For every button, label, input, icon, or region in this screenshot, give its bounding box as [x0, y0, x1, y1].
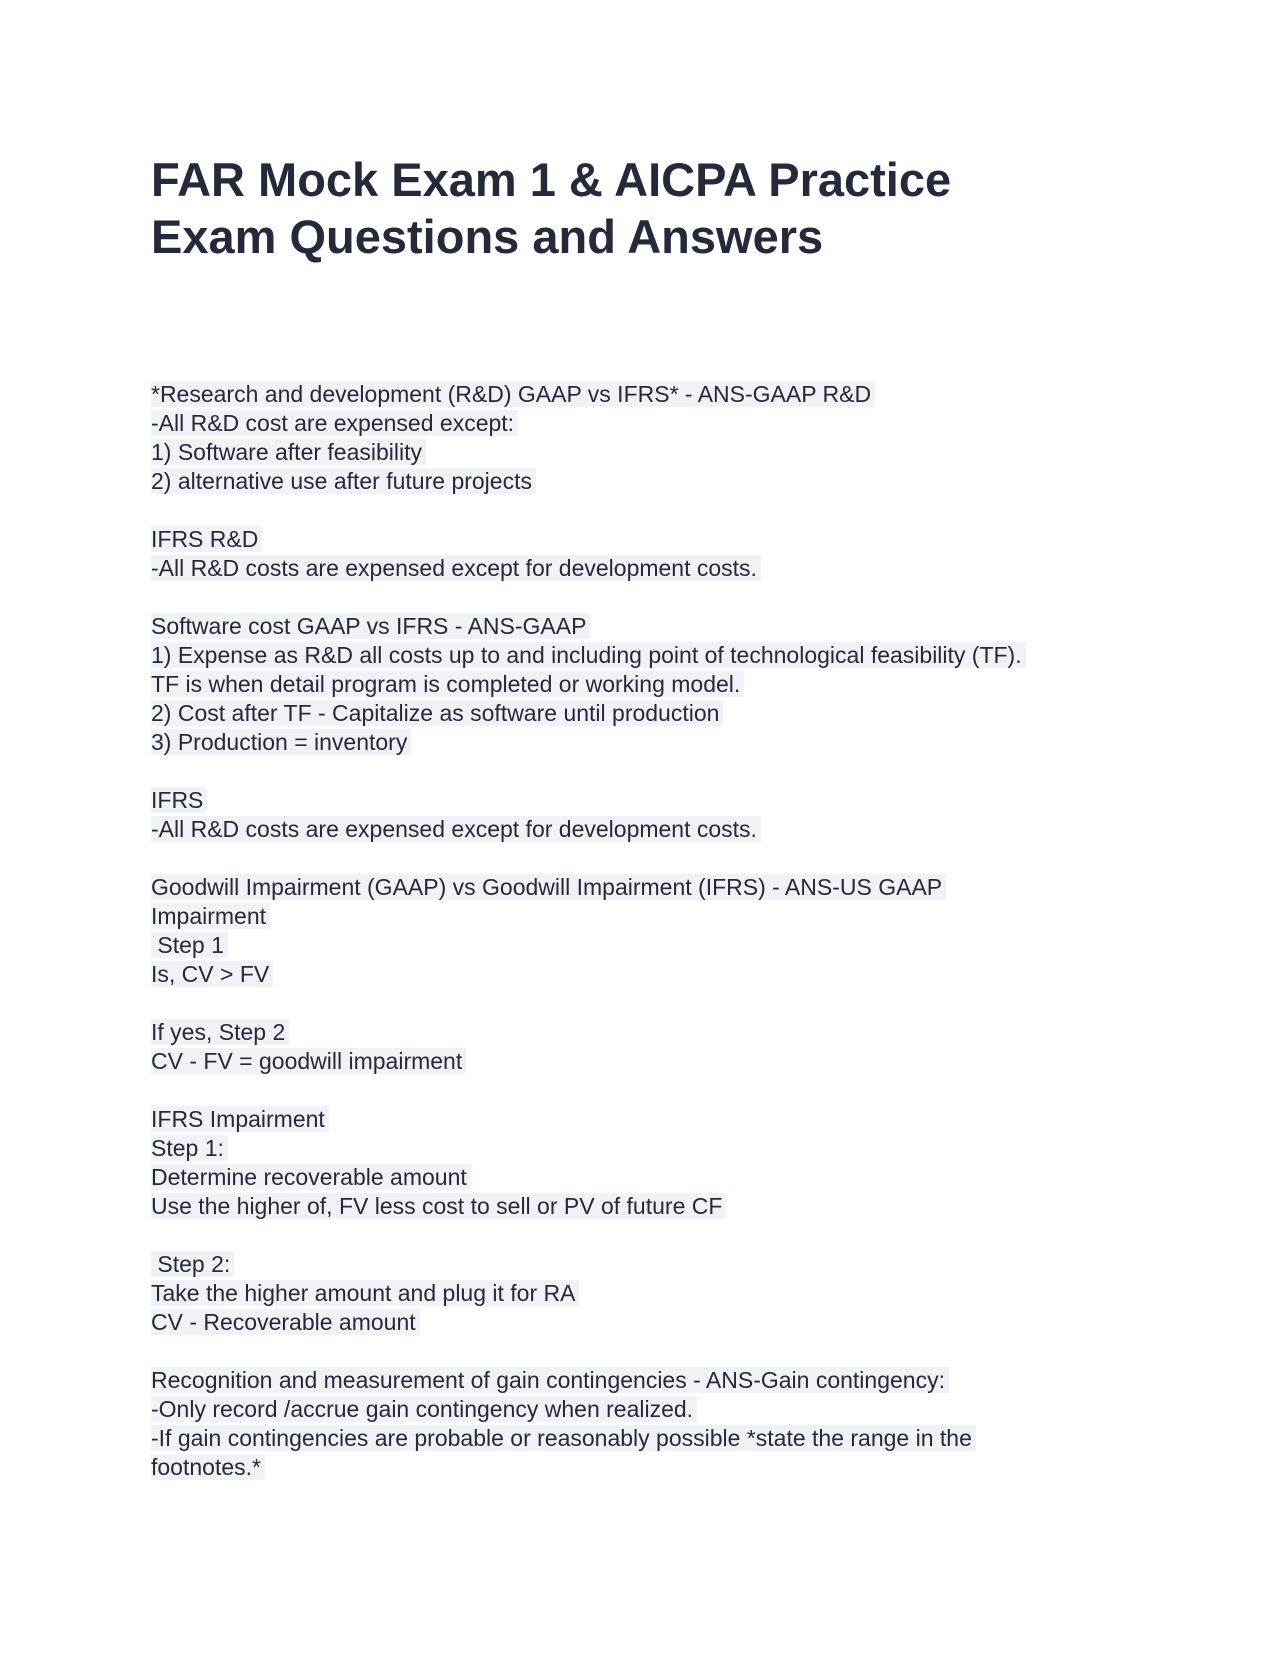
body-line: IFRS Impairment [151, 1105, 1131, 1134]
title-line-1: FAR Mock Exam 1 & AICPA Practice [151, 153, 952, 206]
body-line: footnotes.* [151, 1453, 1131, 1482]
body-line: Step 1: [151, 1134, 1131, 1163]
body-line: Take the higher amount and plug it for RA [151, 1279, 1131, 1308]
blank-line [151, 583, 1131, 612]
document-title [151, 151, 1111, 265]
body-line: 2) alternative use after future projects [151, 467, 1131, 496]
blank-line [151, 1221, 1131, 1250]
body-line: -If gain contingencies are probable or reasonably possible *state the range in the [151, 1424, 1131, 1453]
body-line: CV - FV = goodwill impairment [151, 1047, 1131, 1076]
blank-line [151, 989, 1131, 1018]
blank-line [151, 1337, 1131, 1366]
body-line: IFRS [151, 786, 1131, 815]
body-line: 3) Production = inventory [151, 728, 1131, 757]
body-line: -Only record /accrue gain contingency when realized. [151, 1395, 1131, 1424]
body-line: IFRS R&D [151, 525, 1131, 554]
body-line: Goodwill Impairment (GAAP) vs Goodwill Impairment (IFRS) - ANS-US GAAP [151, 873, 1131, 902]
body-line: Step 2: [151, 1250, 1131, 1279]
body-line: -All R&D cost are expensed except: [151, 409, 1131, 438]
body-line: *Research and development (R&D) GAAP vs IFRS* - ANS-GAAP R&D [151, 380, 1131, 409]
body-line: 1) Expense as R&D all costs up to and including point of technological feasibility (TF). [151, 641, 1131, 670]
body-line: -All R&D costs are expensed except for development costs. [151, 815, 1131, 844]
body-line: Software cost GAAP vs IFRS - ANS-GAAP [151, 612, 1131, 641]
body-line: CV - Recoverable amount [151, 1308, 1131, 1337]
blank-line [151, 1076, 1131, 1105]
body-line: Impairment [151, 902, 1131, 931]
blank-line [151, 496, 1131, 525]
body-line: Is, CV > FV [151, 960, 1131, 989]
blank-line [151, 844, 1131, 873]
body-line: Recognition and measurement of gain contingencies - ANS-Gain contingency: [151, 1366, 1131, 1395]
body-line: Determine recoverable amount [151, 1163, 1131, 1192]
body-line: If yes, Step 2 [151, 1018, 1131, 1047]
title-line-2: Exam Questions and Answers [151, 210, 824, 263]
body-line: Step 1 [151, 931, 1131, 960]
blank-line [151, 757, 1131, 786]
body-line: -All R&D costs are expensed except for development costs. [151, 554, 1131, 583]
body-line: 2) Cost after TF - Capitalize as software until production [151, 699, 1131, 728]
body-line: 1) Software after feasibility [151, 438, 1131, 467]
body-line: Use the higher of, FV less cost to sell or PV of future CF [151, 1192, 1131, 1221]
document-body [151, 380, 1131, 1482]
body-line: TF is when detail program is completed or working model. [151, 670, 1131, 699]
